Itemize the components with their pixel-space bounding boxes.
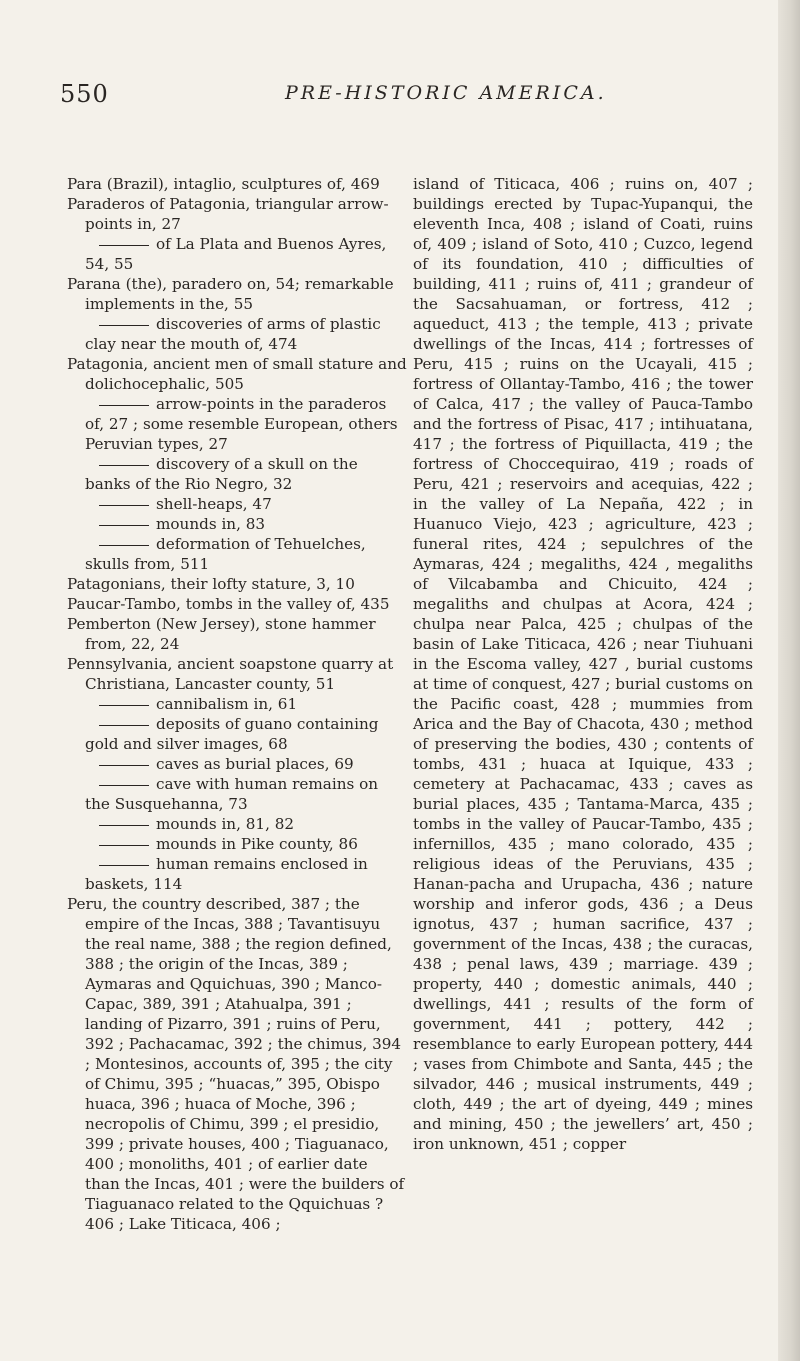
entry-text: arrow-points in the paraderos of, 27 ; some resemble European, others Peruvian types, 27	[85, 395, 398, 453]
index-subentry	[67, 314, 407, 354]
entry-text: mounds in, 83	[156, 515, 266, 533]
index-entry	[67, 614, 407, 654]
running-title: PRE-HISTORIC AMERICA.	[285, 82, 607, 104]
entry-text: Paraderos of Patagonia, triangular arrow-points in, 27	[67, 195, 389, 233]
index-subentry	[67, 854, 407, 894]
index-subentry	[67, 494, 407, 514]
ditto-dash	[99, 865, 149, 866]
ditto-dash	[99, 325, 149, 326]
index-entry	[67, 174, 407, 194]
index-entry	[67, 274, 407, 314]
entry-text: shell-heaps, 47	[156, 495, 272, 513]
page-number: 550	[60, 80, 109, 108]
ditto-dash	[99, 825, 149, 826]
entry-text: cannibalism in, 61	[156, 695, 298, 713]
index-subentry	[67, 514, 407, 534]
ditto-dash	[99, 545, 149, 546]
index-entry	[67, 354, 407, 394]
entry-text: deformation of Tehuelches, skulls from, 511	[85, 535, 366, 573]
entry-text: discovery of a skull on the banks of the Rio Negro, 32	[85, 455, 358, 493]
ditto-dash	[99, 785, 149, 786]
ditto-dash	[99, 845, 149, 846]
entry-text: Paucar-Tambo, tombs in the valley of, 435	[67, 595, 390, 613]
index-entry	[67, 654, 407, 694]
index-subentry	[67, 814, 407, 834]
ditto-dash	[99, 505, 149, 506]
index-subentry	[67, 694, 407, 714]
index-subentry	[67, 774, 407, 814]
index-subentry	[67, 534, 407, 574]
entry-text: human remains enclosed in baskets, 114	[85, 855, 368, 893]
ditto-dash	[99, 725, 149, 726]
ditto-dash	[99, 765, 149, 766]
entry-text: of La Plata and Buenos Ayres, 54, 55	[85, 235, 387, 273]
ditto-dash	[99, 245, 149, 246]
entry-text: Patagonia, ancient men of small stature and dolichocephalic, 505	[67, 355, 407, 393]
entry-text: discoveries of arms of plastic clay near the mouth of, 474	[85, 315, 381, 353]
index-subentry	[67, 454, 407, 494]
page-header	[0, 80, 800, 120]
ditto-dash	[99, 525, 149, 526]
entry-text: Pennsylvania, ancient soapstone quarry at Christiana, Lancaster county, 51	[67, 655, 394, 693]
entry-text: mounds in Pike county, 86	[156, 835, 358, 853]
ditto-dash	[99, 465, 149, 466]
index-continuation: island of Titicaca, 406 ; ruins on, 407 ; buildings erected by Tupac-Yupanqui, the eleventh Inca, 408 ; island of Coati, ruins of, 409 ; island of Soto, 410 ; Cuzco, legend of its foundation, 410 ; difficulties of building, 411 ; ruins of, 411 ; grandeur of the Sacsahuaman, or fortress, 412 ; aqueduct, 413 ; the temple, 413 ; private dwellings of the Incas, 414 ; fortresses of Peru, 415 ; ruins on the Ucayali, 415 ; fortress of Ollantay-Tambo, 416 ; the tower of Calca, 417 ; the valley of Pauca-Tambo and the fortress of Pisac, 417 ; intihuatana, 417 ; the fortress of Piquillacta, 419 ; the fortress of Choccequirao, 419 ; roads of Peru, 421 ; reservoirs and acequias, 422 ; in the valley of La Nepaña, 422 ; in Huanuco Viejo, 423 ; agriculture, 423 ; funeral rites, 424 ; sepulchres of the Aymaras, 424 ; megaliths, 424 , megaliths of Vilcabamba and Chicuito, 424 ; megaliths and chulpas at Acora, 424 ; chulpa near Palca, 425 ; chulpas of the basin of Lake Titicaca, 426 ; near Tiuhuani in the Escoma valley, 427 , burial customs at time of conquest, 427 ; burial customs on the Pacific coast, 428 ; mummies from Arica and the Bay of Chacota, 430 ; method of preserving the bodies, 430 ; contents of tombs, 431 ; huaca at Iquique, 433 ; cemetery at Pachacamac, 433 ; caves as burial places, 435 ; Tantama-Marca, 435 ; tombs in the valley of Paucar-Tambo, 435 ; infernillos, 435 ; mano colorado, 435 ; religious ideas of the Peruvians, 435 ; Hanan-pacha and Urupacha, 436 ; nature worship and inferor gods, 436 ; a Deus ignotus, 437 ; human sacrifice, 437 ; government of the Incas, 438 ; the curacas, 438 ; penal laws, 439 ; marriage. 439 ; property, 440 ; domestic animals, 440 ; dwellings, 441 ; results of the form of government, 441 ; pottery, 442 ; resemblance to early European pottery, 444 ; vases from Chimbote and Santa, 445 ; the silvador, 446 ; musical instruments, 449 ; cloth, 449 ; the art of dyeing, 449 ; mines and mining, 450 ; the jewellers’ art, 450 ; iron unknown, 451 ; copper	[413, 175, 753, 1153]
index-subentry	[67, 834, 407, 854]
index-entry	[67, 594, 407, 614]
entry-text: deposits of guano containing gold and silver images, 68	[85, 715, 379, 753]
index-subentry	[67, 234, 407, 274]
entry-text: Para (Brazil), intaglio, sculptures of, 469	[67, 175, 380, 193]
page-edge-shadow	[778, 0, 800, 1361]
entry-text: Pemberton (New Jersey), stone hammer from, 22, 24	[67, 615, 376, 653]
entry-text: caves as burial places, 69	[156, 755, 354, 773]
entry-text: Peru, the country described, 387 ; the empire of the Incas, 388 ; Tavantisuyu the real name, 388 ; the region defined, 388 ; the origin of the Incas, 389 ; Aymaras and Qquichuas, 390 ; Manco-Capac, 389, 391 ; Atahualpa, 391 ; landing of Pizarro, 391 ; ruins of Peru, 392 ; Pachacamac, 392 ; the chimus, 394 ; Montesinos, accounts of, 395 ; the city of Chimu, 395 ; “huacas,” 395, Obispo huaca, 396 ; huaca of Moche, 396 ; necropolis of Chimu, 399 ; el presidio, 399 ; private houses, 400 ; Tiaguanaco, 400 ; monoliths, 401 ; of earlier date than the Incas, 401 ; were the builders of Tiaguanaco related to the Qquichuas ? 406 ; Lake Titicaca, 406 ;	[67, 895, 405, 1233]
entry-text: mounds in, 81, 82	[156, 815, 295, 833]
entry-text: cave with human remains on the Susquehanna, 73	[85, 775, 379, 813]
index-left-column	[67, 174, 407, 1234]
ditto-dash	[99, 405, 149, 406]
index-entry	[67, 574, 407, 594]
index-entry	[67, 194, 407, 234]
index-subentry	[67, 754, 407, 774]
index-entry	[67, 894, 407, 1234]
entry-text: Patagonians, their lofty stature, 3, 10	[67, 575, 355, 593]
index-right-column	[413, 174, 753, 1154]
entry-text: Parana (the), paradero on, 54; remarkable implements in the, 55	[67, 275, 394, 313]
index-subentry	[67, 714, 407, 754]
index-subentry	[67, 394, 407, 454]
ditto-dash	[99, 705, 149, 706]
